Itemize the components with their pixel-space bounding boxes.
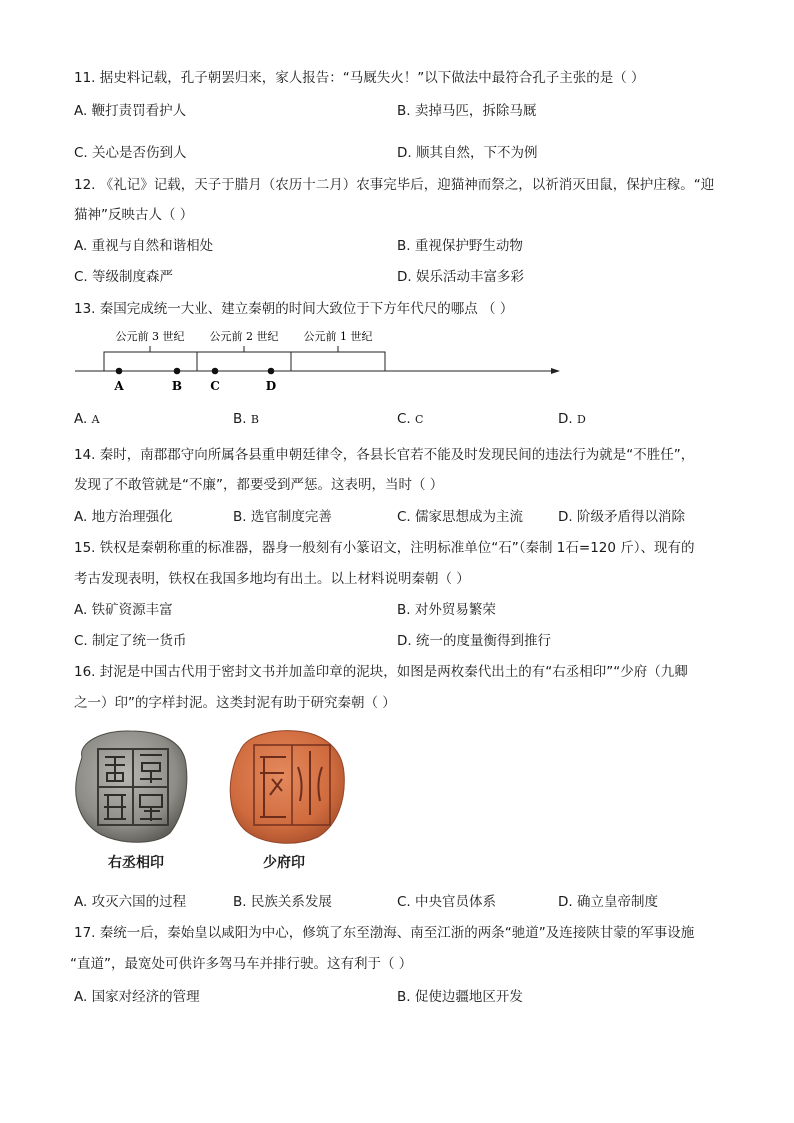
q13-option-d-value: D [576, 413, 586, 426]
timeline-ruler [70, 322, 570, 394]
point-label-d: D [265, 379, 277, 393]
q15-option-b: B. 对外贸易繁荣 [397, 602, 496, 618]
century-label-1: 公元前 1 世纪 [303, 330, 373, 343]
q11-option-d: D. 顺其自然，下不为例 [397, 145, 538, 161]
q14-stem-line2: 发现了不敢管就是“不廉”，都要受到严惩。这表明，当时（ ） [74, 477, 444, 493]
q16-stem-line1: 16. 封泥是中国古代用于密封文书并加盖印章的泥块，如图是两枚秦代出土的有“右丞相印”“少府（九卿 [74, 664, 688, 680]
q12-stem-line2: 猫神”反映古人（ ） [74, 207, 194, 223]
q13-option-c-value: C [415, 413, 424, 426]
q16-option-d: D. 确立皇帝制度 [558, 894, 658, 910]
seal-shaofu-image [226, 727, 348, 847]
century-label-3: 公元前 3 世纪 [115, 330, 185, 343]
q12-stem-line1: 12. 《礼记》记载，天子于腊月（农历十二月）农事完毕后，迎猫神而祭之，以祈消灭田鼠，保护庄稼。“迎 [74, 177, 715, 193]
q16-option-b: B. 民族关系发展 [233, 894, 332, 910]
q13-option-a [74, 411, 100, 427]
q12-option-b: B. 重视保护野生动物 [397, 238, 523, 254]
point-b-dot [174, 368, 181, 375]
q14-option-a: A. 地方治理强化 [74, 509, 173, 525]
q13-stem: 13. 秦国完成统一大业、建立秦朝的时间大致位于下方年代尺的哪点 （ ） [74, 301, 514, 317]
century-label-2: 公元前 2 世纪 [209, 330, 279, 343]
q15-option-c: C. 制定了统一货币 [74, 633, 187, 649]
point-label-a: A [114, 379, 124, 393]
q11-stem: 11. 据史料记载，孔子朝罢归来，家人报告：“马厩失火！”以下做法中最符合孔子主张的是（ ） [74, 70, 645, 86]
q17-stem-line2: “直道”，最宽处可供许多驾马车并排行驶。这有利于（ ） [70, 956, 413, 972]
q13-option-a-letter: A. [74, 411, 88, 427]
q13-option-a-value: A [91, 413, 100, 426]
point-label-b: B [171, 379, 183, 393]
q12-option-c: C. 等级制度森严 [74, 269, 174, 285]
seal-right-chancellor-image [72, 725, 190, 847]
axis-arrow-icon [551, 368, 560, 374]
q16-option-a: A. 攻灭六国的过程 [74, 894, 187, 910]
point-a-dot [116, 368, 123, 375]
q16-option-c: C. 中央官员体系 [397, 894, 497, 910]
q14-option-b: B. 选官制度完善 [233, 509, 332, 525]
q13-option-d [558, 411, 586, 427]
q11-option-a: A. 鞭打责罚看护人 [74, 103, 187, 119]
q12-option-d: D. 娱乐活动丰富多彩 [397, 269, 524, 285]
point-c-dot [212, 368, 219, 375]
q15-option-d: D. 统一的度量衡得到推行 [397, 633, 551, 649]
q14-option-c: C. 儒家思想成为主流 [397, 509, 524, 525]
q17-option-a: A. 国家对经济的管理 [74, 989, 200, 1005]
q12-option-a: A. 重视与自然和谐相处 [74, 238, 214, 254]
point-d-dot [268, 368, 275, 375]
q15-option-a: A. 铁矿资源丰富 [74, 602, 173, 618]
point-label-c: C [210, 379, 220, 393]
q15-stem-line1: 15. 铁权是秦朝称重的标准器，器身一般刻有小篆诏文，注明标准单位“石”（秦制 1石=120 斤）、现有的 [74, 540, 695, 556]
q14-option-d: D. 阶级矛盾得以消除 [558, 509, 685, 525]
seal-caption-shaofu: 少府印 [263, 855, 305, 871]
q13-option-d-letter: D. [558, 411, 573, 427]
q16-stem-line2: 之一）印”的字样封泥。这类封泥有助于研究秦朝（ ） [74, 695, 396, 711]
q17-option-b: B. 促使边疆地区开发 [397, 989, 523, 1005]
q17-stem-line1: 17. 秦统一后，秦始皇以咸阳为中心，修筑了东至渤海、南至江浙的两条“驰道”及连接陕甘蒙的军事设施 [74, 925, 695, 941]
q13-option-b-value: B [250, 413, 259, 426]
q13-option-b-letter: B. [233, 411, 247, 427]
seal-caption-right-chancellor: 右丞相印 [108, 855, 164, 871]
q13-option-b [233, 411, 259, 427]
q15-stem-line2: 考古发现表明，铁权在我国多地均有出土。以上材料说明秦朝（ ） [74, 571, 470, 587]
q11-option-c: C. 关心是否伤到人 [74, 145, 187, 161]
q11-option-b: B. 卖掉马匹，拆除马厩 [397, 103, 537, 119]
q13-option-c [397, 411, 423, 427]
q13-option-c-letter: C. [397, 411, 411, 427]
q14-stem-line1: 14. 秦时，南郡郡守向所属各县重申朝廷律令，各县长官若不能及时发现民间的违法行为就是“不胜任”， [74, 447, 695, 463]
